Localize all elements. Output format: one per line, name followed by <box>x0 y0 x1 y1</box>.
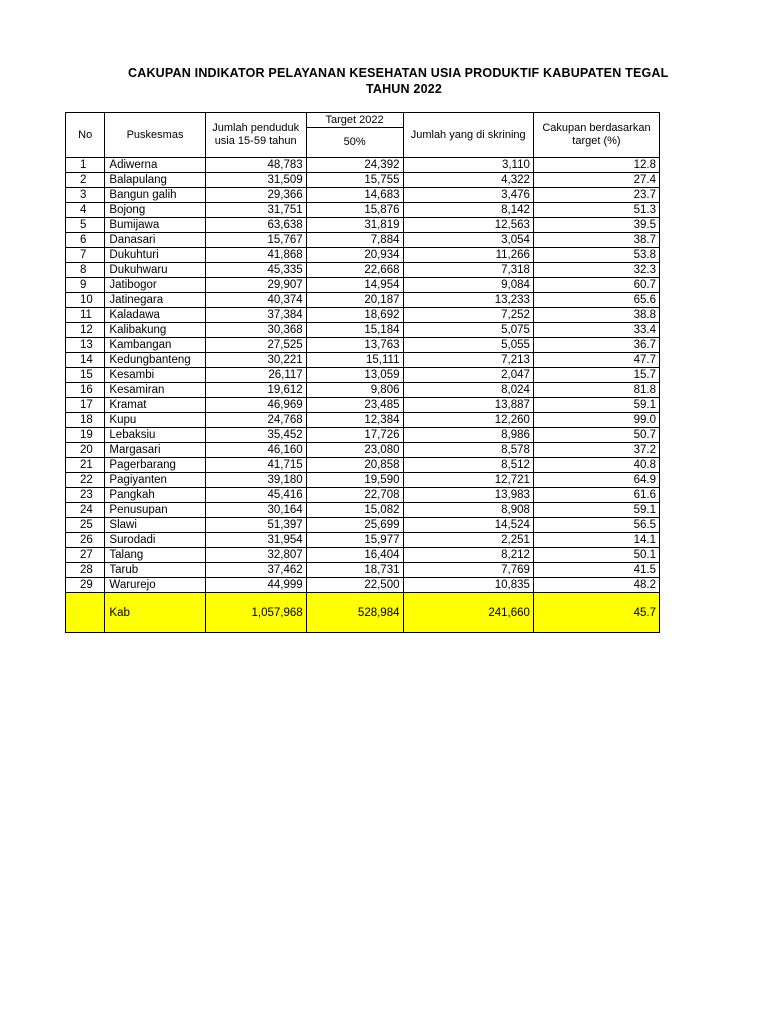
total-no <box>66 593 105 633</box>
row-jumlah-skrining: 8,142 <box>403 203 533 218</box>
row-cakupan: 37.2 <box>533 443 659 458</box>
row-no: 4 <box>66 203 105 218</box>
row-puskesmas: Kramat <box>105 398 205 413</box>
data-table <box>65 112 660 633</box>
row-jumlah-penduduk: 19,612 <box>205 383 306 398</box>
row-jumlah-skrining: 13,983 <box>403 488 533 503</box>
row-jumlah-skrining: 3,054 <box>403 233 533 248</box>
table-row <box>66 503 660 518</box>
table-row <box>66 413 660 428</box>
header-puskesmas: Puskesmas <box>105 113 205 158</box>
row-puskesmas: Kedungbanteng <box>105 353 205 368</box>
total-label: Kab <box>105 593 205 633</box>
row-no: 14 <box>66 353 105 368</box>
row-target: 15,082 <box>306 503 403 518</box>
row-no: 18 <box>66 413 105 428</box>
row-no: 2 <box>66 173 105 188</box>
row-target: 9,806 <box>306 383 403 398</box>
row-no: 29 <box>66 578 105 593</box>
row-puskesmas: Kesamiran <box>105 383 205 398</box>
header-target: Target 2022 <box>306 113 403 128</box>
row-cakupan: 14.1 <box>533 533 659 548</box>
row-puskesmas: Pangkah <box>105 488 205 503</box>
table-row <box>66 248 660 263</box>
row-target: 12,384 <box>306 413 403 428</box>
row-jumlah-skrining: 3,110 <box>403 158 533 173</box>
row-puskesmas: Dukuhwaru <box>105 263 205 278</box>
row-target: 20,934 <box>306 248 403 263</box>
row-jumlah-skrining: 13,233 <box>403 293 533 308</box>
row-target: 13,763 <box>306 338 403 353</box>
row-no: 11 <box>66 308 105 323</box>
row-jumlah-skrining: 14,524 <box>403 518 533 533</box>
row-target: 22,500 <box>306 578 403 593</box>
row-cakupan: 41.5 <box>533 563 659 578</box>
title-line-1: CAKUPAN INDIKATOR PELAYANAN KESEHATAN USIA PRODUKTIF KABUPATEN TEGAL <box>128 66 669 80</box>
row-target: 25,699 <box>306 518 403 533</box>
row-cakupan: 99.0 <box>533 413 659 428</box>
row-jumlah-skrining: 8,578 <box>403 443 533 458</box>
header-jumlah-penduduk: Jumlah penduduk usia 15-59 tahun <box>205 113 306 158</box>
row-jumlah-penduduk: 51,397 <box>205 518 306 533</box>
table-viewport <box>65 112 660 635</box>
row-no: 23 <box>66 488 105 503</box>
row-jumlah-penduduk: 40,374 <box>205 293 306 308</box>
table-row <box>66 473 660 488</box>
row-cakupan: 23.7 <box>533 188 659 203</box>
row-puskesmas: Slawi <box>105 518 205 533</box>
row-jumlah-penduduk: 24,768 <box>205 413 306 428</box>
table-row <box>66 218 660 233</box>
table-row <box>66 398 660 413</box>
row-target: 17,726 <box>306 428 403 443</box>
row-no: 20 <box>66 443 105 458</box>
row-jumlah-skrining: 2,047 <box>403 368 533 383</box>
header-jumlah-skrining: Jumlah yang di skrining <box>403 113 533 158</box>
row-no: 28 <box>66 563 105 578</box>
row-no: 9 <box>66 278 105 293</box>
row-no: 6 <box>66 233 105 248</box>
row-jumlah-skrining: 13,887 <box>403 398 533 413</box>
row-jumlah-penduduk: 48,783 <box>205 158 306 173</box>
row-puskesmas: Kesambi <box>105 368 205 383</box>
table-row <box>66 443 660 458</box>
row-jumlah-penduduk: 45,416 <box>205 488 306 503</box>
table-row <box>66 578 660 593</box>
row-jumlah-penduduk: 31,954 <box>205 533 306 548</box>
row-target: 14,683 <box>306 188 403 203</box>
row-cakupan: 64.9 <box>533 473 659 488</box>
row-jumlah-penduduk: 37,384 <box>205 308 306 323</box>
table-row <box>66 368 660 383</box>
row-target: 13,059 <box>306 368 403 383</box>
row-target: 18,731 <box>306 563 403 578</box>
table-row <box>66 323 660 338</box>
table-row <box>66 488 660 503</box>
row-jumlah-penduduk: 27,525 <box>205 338 306 353</box>
row-jumlah-penduduk: 45,335 <box>205 263 306 278</box>
row-jumlah-penduduk: 26,117 <box>205 368 306 383</box>
row-target: 18,692 <box>306 308 403 323</box>
row-jumlah-skrining: 2,251 <box>403 533 533 548</box>
row-no: 12 <box>66 323 105 338</box>
row-puskesmas: Adiwerna <box>105 158 205 173</box>
row-jumlah-skrining: 7,213 <box>403 353 533 368</box>
row-target: 19,590 <box>306 473 403 488</box>
row-jumlah-penduduk: 41,715 <box>205 458 306 473</box>
row-jumlah-skrining: 5,055 <box>403 338 533 353</box>
row-cakupan: 50.1 <box>533 548 659 563</box>
total-row <box>66 593 660 633</box>
table-row <box>66 203 660 218</box>
row-target: 7,884 <box>306 233 403 248</box>
row-cakupan: 36.7 <box>533 338 659 353</box>
row-puskesmas: Bojong <box>105 203 205 218</box>
row-jumlah-skrining: 12,563 <box>403 218 533 233</box>
row-jumlah-penduduk: 29,366 <box>205 188 306 203</box>
row-cakupan: 40.8 <box>533 458 659 473</box>
row-puskesmas: Talang <box>105 548 205 563</box>
table-row <box>66 263 660 278</box>
table-row <box>66 233 660 248</box>
row-puskesmas: Margasari <box>105 443 205 458</box>
row-cakupan: 12.8 <box>533 158 659 173</box>
table-row <box>66 353 660 368</box>
row-jumlah-skrining: 12,721 <box>403 473 533 488</box>
row-jumlah-skrining: 3,476 <box>403 188 533 203</box>
row-no: 25 <box>66 518 105 533</box>
table-row <box>66 188 660 203</box>
row-cakupan: 59.1 <box>533 503 659 518</box>
row-no: 27 <box>66 548 105 563</box>
row-no: 3 <box>66 188 105 203</box>
row-target: 16,404 <box>306 548 403 563</box>
row-target: 23,080 <box>306 443 403 458</box>
row-no: 1 <box>66 158 105 173</box>
row-puskesmas: Balapulang <box>105 173 205 188</box>
title-line-2: TAHUN 2022 <box>365 82 443 96</box>
table-body <box>66 158 660 633</box>
row-cakupan: 81.8 <box>533 383 659 398</box>
row-cakupan: 53.8 <box>533 248 659 263</box>
row-target: 20,187 <box>306 293 403 308</box>
row-puskesmas: Penusupan <box>105 503 205 518</box>
row-jumlah-skrining: 12,260 <box>403 413 533 428</box>
row-target: 15,755 <box>306 173 403 188</box>
row-target: 15,977 <box>306 533 403 548</box>
row-jumlah-skrining: 8,512 <box>403 458 533 473</box>
row-puskesmas: Tarub <box>105 563 205 578</box>
row-no: 26 <box>66 533 105 548</box>
row-no: 10 <box>66 293 105 308</box>
row-cakupan: 38.8 <box>533 308 659 323</box>
row-no: 21 <box>66 458 105 473</box>
row-jumlah-penduduk: 46,160 <box>205 443 306 458</box>
row-jumlah-skrining: 7,769 <box>403 563 533 578</box>
header-no: No <box>66 113 105 158</box>
row-jumlah-penduduk: 31,751 <box>205 203 306 218</box>
row-target: 24,392 <box>306 158 403 173</box>
row-puskesmas: Pagiyanten <box>105 473 205 488</box>
row-jumlah-penduduk: 35,452 <box>205 428 306 443</box>
row-cakupan: 27.4 <box>533 173 659 188</box>
row-target: 22,668 <box>306 263 403 278</box>
table-row <box>66 158 660 173</box>
row-puskesmas: Kupu <box>105 413 205 428</box>
row-jumlah-penduduk: 29,907 <box>205 278 306 293</box>
row-jumlah-skrining: 7,318 <box>403 263 533 278</box>
table-row <box>66 548 660 563</box>
row-no: 5 <box>66 218 105 233</box>
row-jumlah-skrining: 8,024 <box>403 383 533 398</box>
row-target: 31,819 <box>306 218 403 233</box>
row-jumlah-penduduk: 30,164 <box>205 503 306 518</box>
row-target: 14,954 <box>306 278 403 293</box>
table-row <box>66 533 660 548</box>
row-jumlah-penduduk: 31,509 <box>205 173 306 188</box>
row-jumlah-penduduk: 37,462 <box>205 563 306 578</box>
row-cakupan: 59.1 <box>533 398 659 413</box>
row-jumlah-penduduk: 32,807 <box>205 548 306 563</box>
row-jumlah-penduduk: 41,868 <box>205 248 306 263</box>
row-no: 24 <box>66 503 105 518</box>
table-row <box>66 518 660 533</box>
table-row <box>66 293 660 308</box>
row-cakupan: 51.3 <box>533 203 659 218</box>
row-cakupan: 61.6 <box>533 488 659 503</box>
row-jumlah-skrining: 11,266 <box>403 248 533 263</box>
row-target: 15,111 <box>306 353 403 368</box>
table-row <box>66 563 660 578</box>
row-puskesmas: Lebaksiu <box>105 428 205 443</box>
row-cakupan: 60.7 <box>533 278 659 293</box>
row-cakupan: 47.7 <box>533 353 659 368</box>
row-cakupan: 65.6 <box>533 293 659 308</box>
table-row <box>66 173 660 188</box>
table-row <box>66 383 660 398</box>
row-jumlah-penduduk: 46,969 <box>205 398 306 413</box>
total-cakupan: 45.7 <box>533 593 659 633</box>
row-jumlah-skrining: 9,084 <box>403 278 533 293</box>
row-target: 22,708 <box>306 488 403 503</box>
row-target: 15,876 <box>306 203 403 218</box>
row-puskesmas: Bangun galih <box>105 188 205 203</box>
table-row <box>66 278 660 293</box>
header-cakupan: Cakupan berdasarkan target (%) <box>533 113 659 158</box>
row-cakupan: 33.4 <box>533 323 659 338</box>
row-no: 19 <box>66 428 105 443</box>
row-no: 16 <box>66 383 105 398</box>
table-header <box>66 113 660 158</box>
row-target: 15,184 <box>306 323 403 338</box>
row-puskesmas: Warurejo <box>105 578 205 593</box>
row-cakupan: 39.5 <box>533 218 659 233</box>
row-puskesmas: Pagerbarang <box>105 458 205 473</box>
row-puskesmas: Dukuhturi <box>105 248 205 263</box>
row-puskesmas: Kambangan <box>105 338 205 353</box>
row-jumlah-skrining: 4,322 <box>403 173 533 188</box>
table-row <box>66 458 660 473</box>
row-jumlah-skrining: 8,908 <box>403 503 533 518</box>
row-cakupan: 50.7 <box>533 428 659 443</box>
row-puskesmas: Kalibakung <box>105 323 205 338</box>
table-row <box>66 428 660 443</box>
row-no: 7 <box>66 248 105 263</box>
row-puskesmas: Kaladawa <box>105 308 205 323</box>
total-jumlah-skrining: 241,660 <box>403 593 533 633</box>
row-puskesmas: Surodadi <box>105 533 205 548</box>
header-target-percent: 50% <box>306 128 403 158</box>
row-jumlah-skrining: 8,212 <box>403 548 533 563</box>
row-no: 8 <box>66 263 105 278</box>
row-no: 13 <box>66 338 105 353</box>
row-jumlah-skrining: 10,835 <box>403 578 533 593</box>
total-jumlah-penduduk: 1,057,968 <box>205 593 306 633</box>
table-row <box>66 338 660 353</box>
row-jumlah-penduduk: 30,368 <box>205 323 306 338</box>
total-target: 528,984 <box>306 593 403 633</box>
row-cakupan: 15.7 <box>533 368 659 383</box>
row-cakupan: 32.3 <box>533 263 659 278</box>
row-puskesmas: Danasari <box>105 233 205 248</box>
row-jumlah-penduduk: 39,180 <box>205 473 306 488</box>
row-jumlah-penduduk: 63,638 <box>205 218 306 233</box>
row-cakupan: 48.2 <box>533 578 659 593</box>
row-jumlah-penduduk: 30,221 <box>205 353 306 368</box>
row-no: 17 <box>66 398 105 413</box>
row-jumlah-penduduk: 15,767 <box>205 233 306 248</box>
row-cakupan: 56.5 <box>533 518 659 533</box>
row-jumlah-penduduk: 44,999 <box>205 578 306 593</box>
row-no: 15 <box>66 368 105 383</box>
row-puskesmas: Jatinegara <box>105 293 205 308</box>
row-jumlah-skrining: 8,986 <box>403 428 533 443</box>
table-row <box>66 308 660 323</box>
row-puskesmas: Jatibogor <box>105 278 205 293</box>
row-jumlah-skrining: 7,252 <box>403 308 533 323</box>
row-jumlah-skrining: 5,075 <box>403 323 533 338</box>
row-target: 20,858 <box>306 458 403 473</box>
row-puskesmas: Bumijawa <box>105 218 205 233</box>
row-no: 22 <box>66 473 105 488</box>
row-cakupan: 38.7 <box>533 233 659 248</box>
row-target: 23,485 <box>306 398 403 413</box>
